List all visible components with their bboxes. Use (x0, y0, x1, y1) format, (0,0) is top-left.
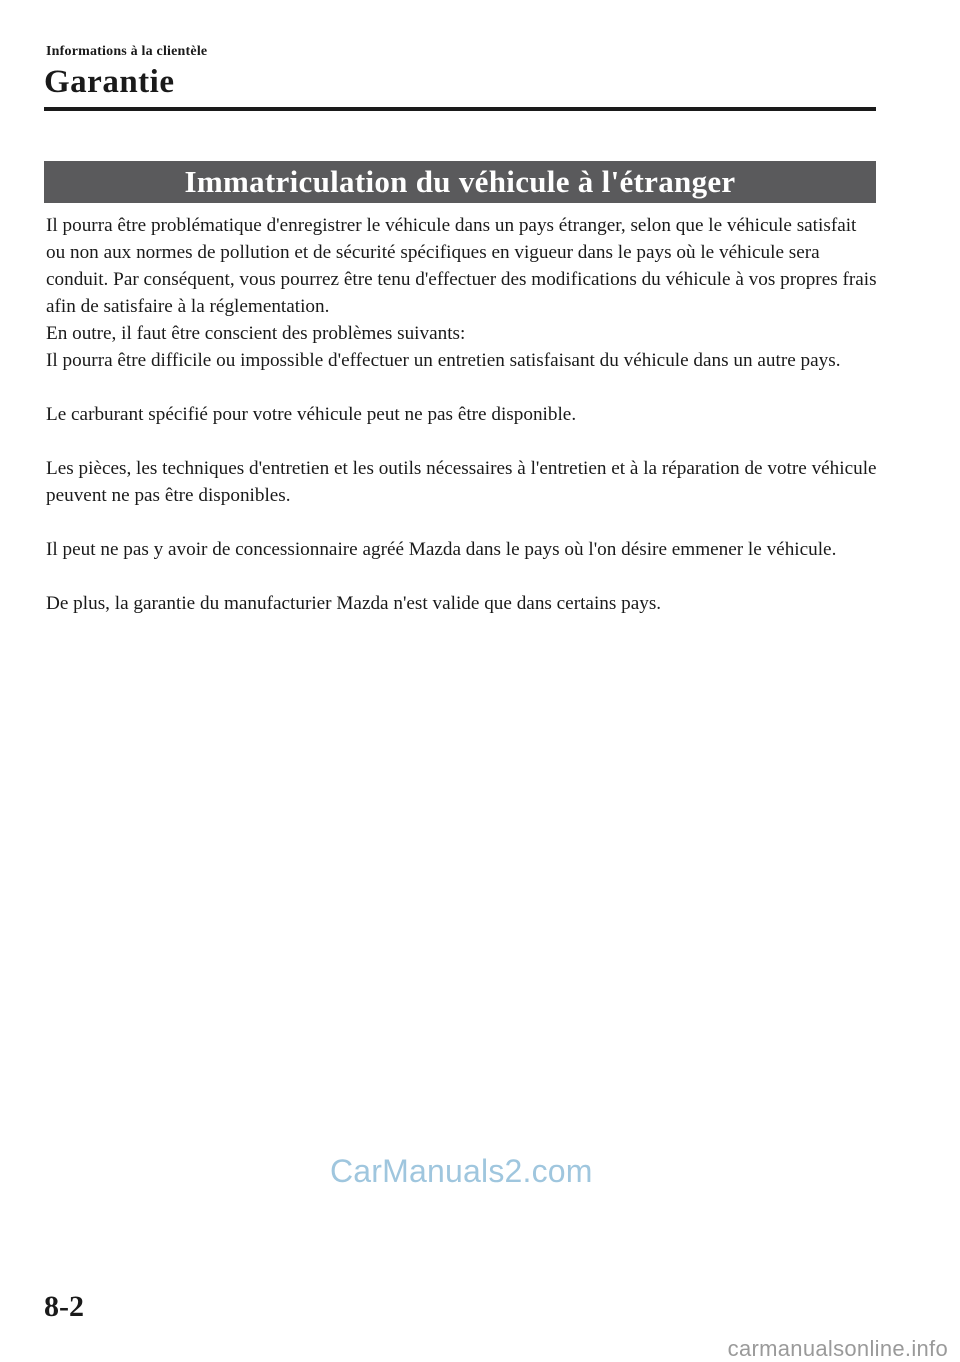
paragraph-warranty: De plus, la garantie du manufacturier Mazda n'est valide que dans certains pays. (46, 593, 662, 614)
breadcrumb: Informations à la clientèle (46, 44, 208, 59)
paragraph-issues-lead: En outre, il faut être conscient des problèmes suivants: (46, 323, 466, 344)
paragraph-intro: Il pourra être problématique d'enregistrer le véhicule dans un pays étranger, selon que le véhicule satisfait ou non aux normes de pollution et de sécurité spécifiques en vigueur dans le pays où le véhicule sera conduit. Par conséquent, vous pourrez être tenu d'effectuer des modifications du véhicule à vos propres frais afin de satisfaire à la réglementation. (46, 215, 877, 317)
title-divider (44, 107, 876, 111)
body-text (46, 212, 878, 617)
paragraph-fuel: Le carburant spécifié pour votre véhicule peut ne pas être disponible. (46, 404, 577, 425)
paragraph-dealer: Il peut ne pas y avoir de concessionnaire agréé Mazda dans le pays où l'on désire emmener le véhicule. (46, 539, 837, 560)
watermark-logo: CarManuals2.com (330, 1153, 593, 1189)
footer-watermark: carmanualsonline.info (727, 1336, 948, 1361)
paragraph-maintenance: Il pourra être difficile ou impossible d'effectuer un entretien satisfaisant du véhicule dans un autre pays. (46, 350, 841, 371)
page-number: 8-2 (44, 1290, 84, 1323)
chapter-title: Garantie (44, 64, 175, 100)
section-title: Immatriculation du véhicule à l'étranger (44, 161, 876, 203)
paragraph-parts: Les pièces, les techniques d'entretien et les outils nécessaires à l'entretien et à la réparation de votre véhicule peuvent ne pas être disponibles. (46, 458, 877, 506)
